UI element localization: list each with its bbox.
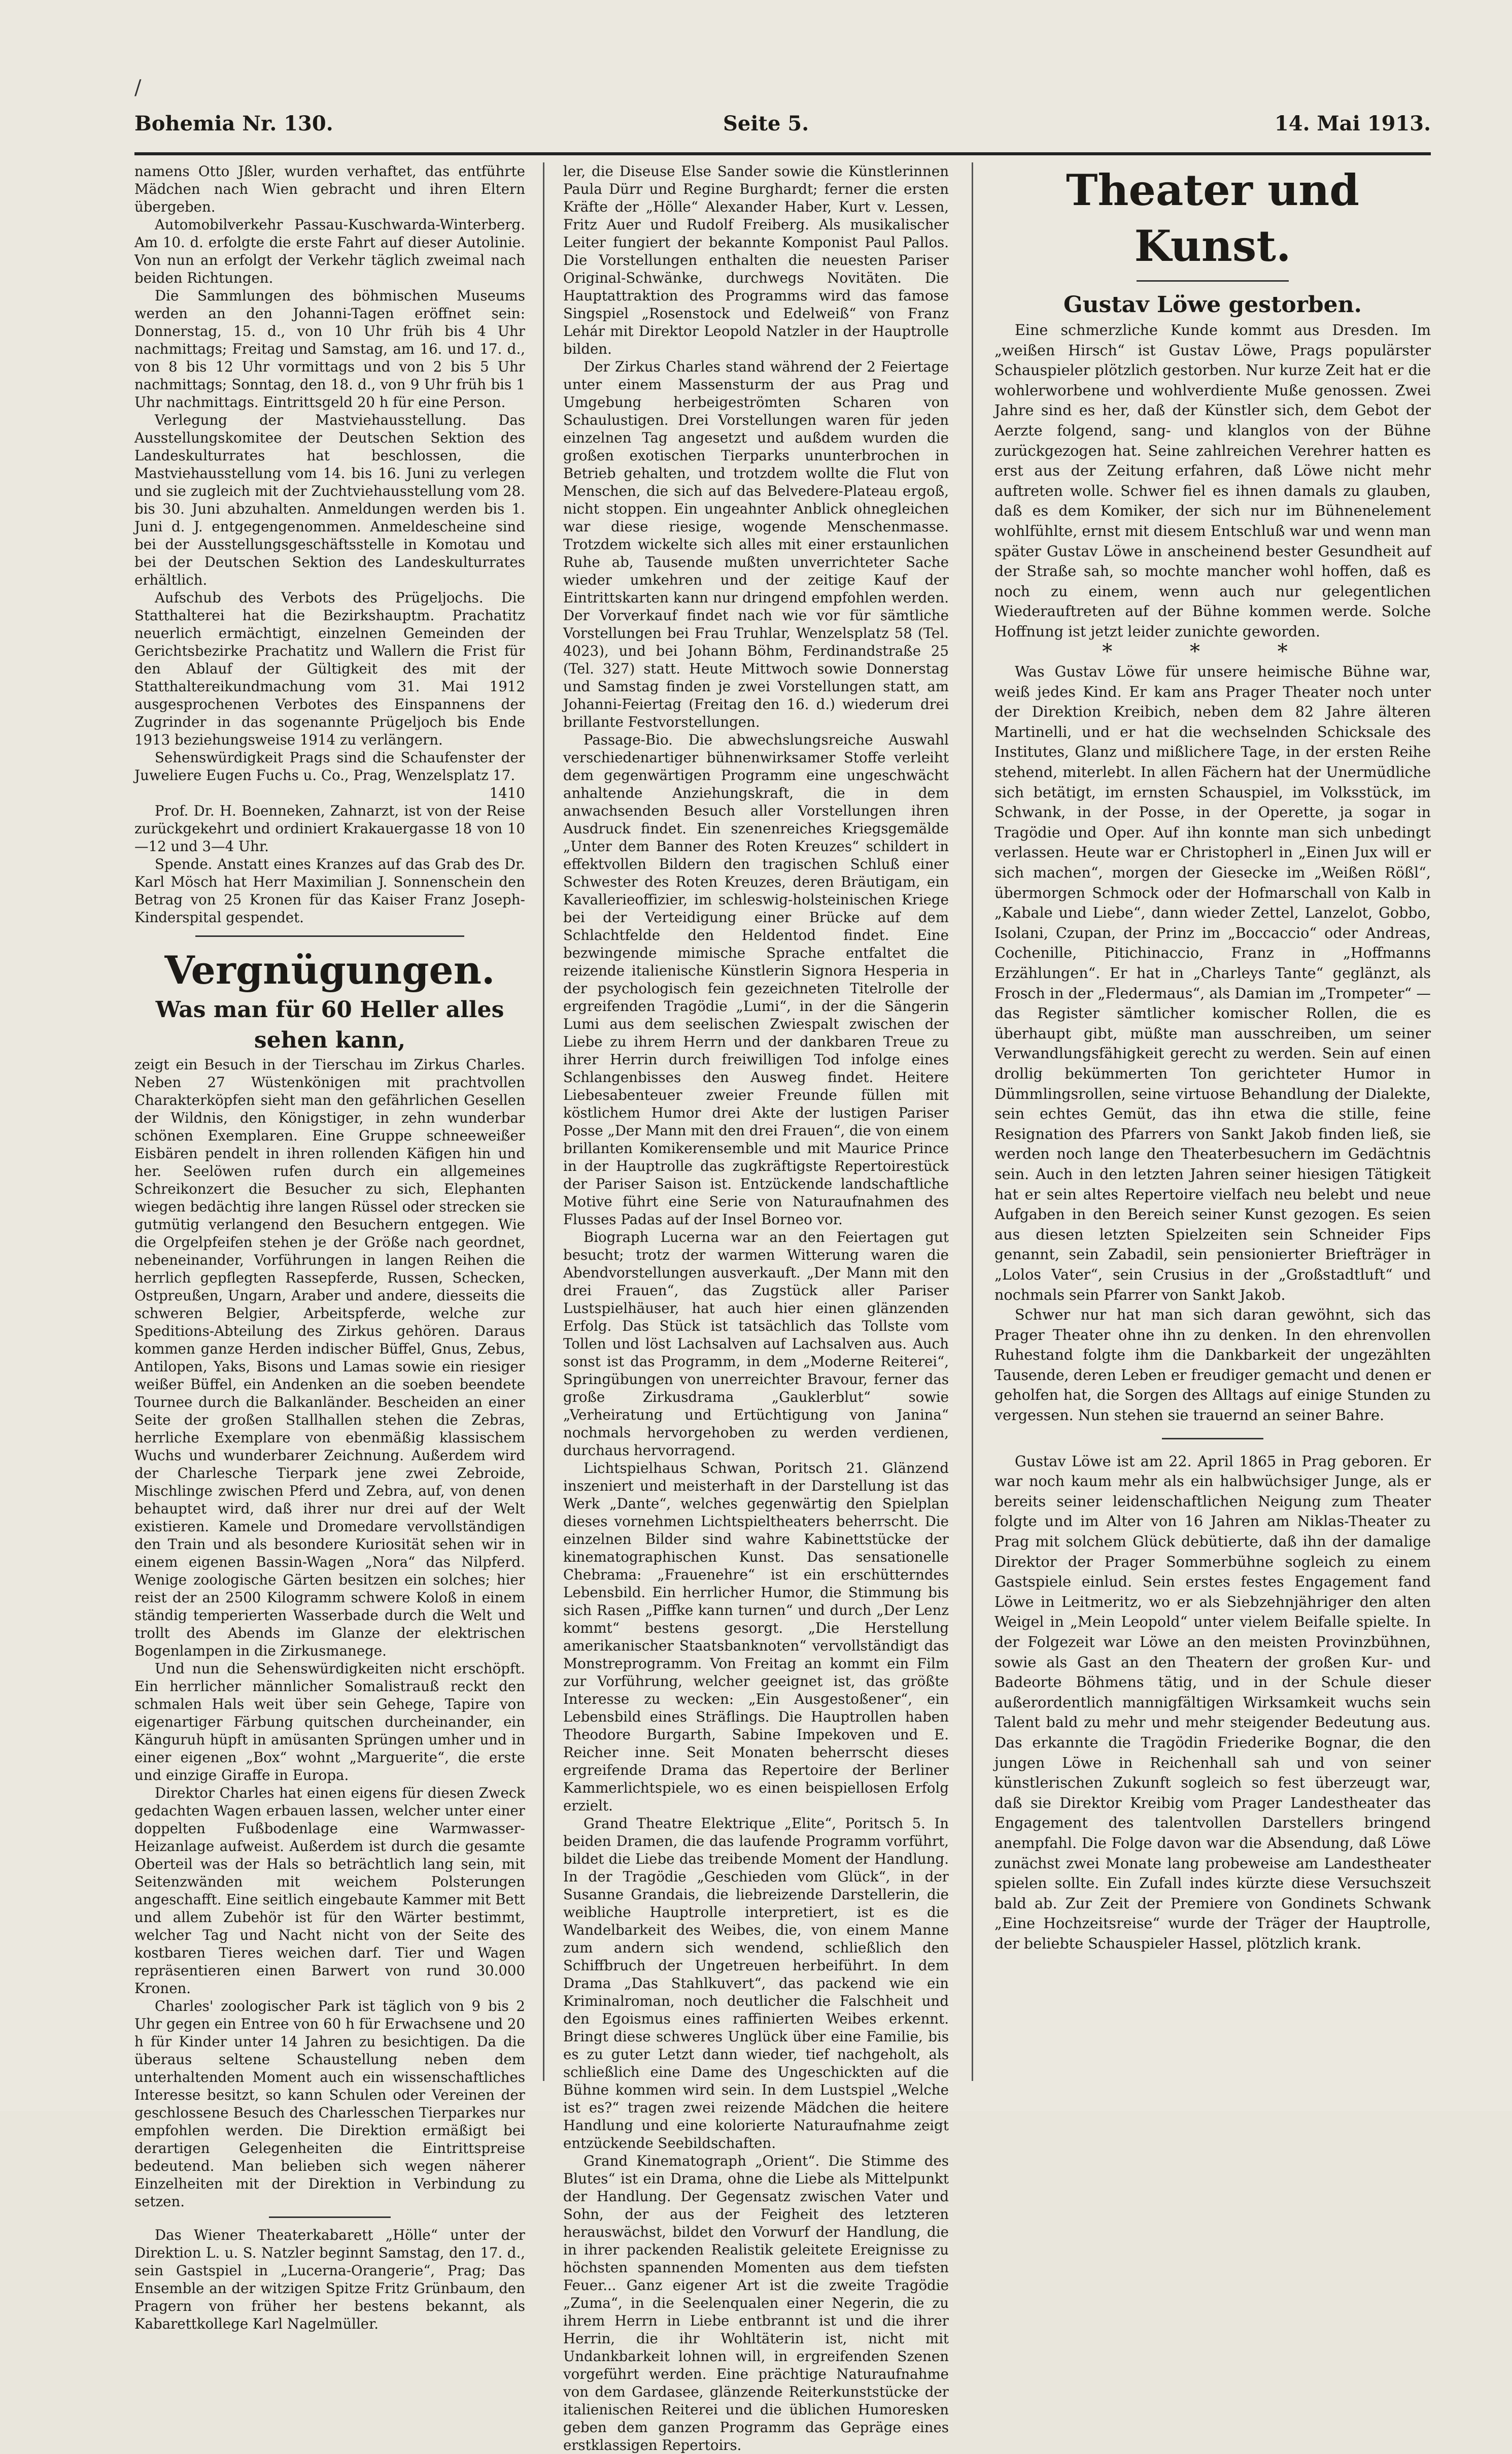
column-theater — [994, 162, 1431, 2081]
page-number: Seite 5. — [723, 112, 809, 136]
column-divider — [972, 162, 973, 2081]
pencil-mark: / — [134, 76, 142, 99]
article-paragraph: Passage-Bio. Die abwechslungsreiche Auswahl verschiedenartiger bühnenwirksamer Stoffe verleiht dem gegenwärtigen Programm eine ungeschwächt anhaltende Anziehungskraft, die in dem anwachsenden Besuch aller Vorstellungen ihren Ausdruck findet. Ein szenenreiches Kriegsgemälde „Unter dem Banner des Roten Kreuzes“ schildert in effektvollen Bildern den tragischen Schluß einer Schwester des Roten Kreuzes, deren Bräutigam, ein Kavallerieoffizier, im schleswig-holsteinischen Kriege bei der Verteidigung einer Brücke auf dem Schlachtfelde den Heldentod findet. Eine bezwingende mimische Sprache entfaltet die reizende italienische Künstlerin Signora Hesperia in der psychologisch fein gezeichneten Titelrolle der ergreifenden Tragödie „Lumi“, in der die Sängerin Lumi aus dem seelischen Zwiespalt zwischen der Liebe zu ihrem Herrn und der dankbaren Treue zu ihrer Herrin durch freiwilligen Tod infolge eines Schlangenbisses den Ausweg findet. Heitere Liebesabenteuer zweier Freunde füllen mit köstlichem Humor drei Akte der lustigen Pariser Posse „Der Mann mit den drei Frauen“, die von einem brillanten Komikerensemble und mit Maurice Prince in der Hauptrolle das zugkräftigste Repertoirestück der Pariser Saison ist. Entzückende landschaftliche Motive führt eine Serie von Naturaufnahmen des Flusses Padas auf der Insel Borneo vor. — [563, 731, 949, 1228]
issue-number: Bohemia Nr. 130. — [134, 112, 333, 136]
column-divider — [543, 162, 544, 2081]
section-title: Theater und Kunst. — [1066, 165, 1360, 271]
page-header — [134, 107, 1431, 147]
column-local-news — [134, 162, 525, 2332]
section-stars: * * * — [1102, 640, 1323, 663]
article-paragraph: Lichtspielhaus Schwan, Poritsch 21. Glänzend inszeniert und meisterhaft in der Darstellung ist das Werk „Dante“, welches gegenwärtig den Spielplan dieses vornehmen Lichtspieltheaters beherrscht. Die einzelnen Bilder sind wahre Kabinettstücke der kinematographischen Kunst. Das sensationelle Chebrama: „Frauenehre“ ist ein erschütterndes Lebensbild. Ein herrlicher Humor, die Stimmung bis sich Rasen „Piffke kann turnen“ und durch „Der Lenz kommt“ bestens gesorgt. „Die Herstellung amerikanischer Staatsbanknoten“ vervollständigt das Monstreprogramm. Von Freitag an kommt ein Film zur Vorführung, welcher geeignet ist, das größte Interesse zu wecken: „Ein Ausgestoßener“, ein Lebensbild eines Sträflings. Die Hauptrollen haben Theodore Burgarth, Sabine Impekoven und E. Reicher inne. Seit Monaten beherrscht dieses ergreifende Drama das Repertoire der Berliner Kammerlichtspiele, wo es einen beispiellosen Erfolg erzielt. — [563, 1460, 949, 1814]
section-title: Vergnügungen. — [164, 948, 495, 993]
article-paragraph: Spende. Anstatt eines Kranzes auf das Grab des Dr. Karl Mösch hat Herr Maximilian J. Sonnenschein den Betrag von 25 Kronen für das Kaiser Franz Joseph-Kinderspital gespendet. — [134, 856, 525, 926]
advert-number: 1410 — [489, 785, 525, 801]
title-divider — [1137, 280, 1289, 282]
article-paragraph: Die Sammlungen des böhmischen Museums werden an den Johanni-Tagen eröffnet sein: Donnerstag, 15. d., von 10 Uhr früh bis 4 Uhr nachmittags; Freitag und Samstag, am 16. und 17. d., von 8 bis 12 Uhr vormittags und von 2 bis 5 Uhr nachmittags; Sonntag, den 18. d., von 9 Uhr früh bis 1 Uhr nachmittags. Eintrittsgeld 20 h für eine Person. — [134, 287, 525, 411]
header-rule — [134, 152, 1431, 155]
article-paragraph: Charles' zoologischer Park ist täglich von 9 bis 2 Uhr gegen ein Entree von 60 h für Erwachsene und 20 h für Kinder unter 14 Jahren zu besichtigen. Da die überaus seltene Schaustellung neben dem unterhaltenden Moment auch ein wissenschaftliches Interesse besitzt, so kann Schulen oder Vereinen der geschlossene Besuch des Charlesschen Tierparkes nur empfohlen werden. Die Direktion ermäßigt bei derartigen Gelegenheiten die Eintrittspreise bedeutend. Man belieben sich wegen näherer Einzelheiten mit der Direktion in Verbindung zu setzen. — [134, 1998, 525, 2210]
article-divider — [269, 2216, 391, 2218]
article-paragraph: ler, die Diseuse Else Sander sowie die Künstlerinnen Paula Dürr und Regine Burghardt; ferner die ersten Kräfte der „Hölle“ Alexander Haber, Kurt v. Lessen, Fritz Auer und Rudolf Freiberg. Als musikalischer Leiter fungiert der bekannte Komponist Paul Pallos. Die Vorstellungen enthalten die neuesten Pariser Original-Schwänke, durchwegs Novitäten. Die Hauptattraktion des Programms wird das famose Singspiel „Rosenstock und Edelweiß“ von Franz Lehár mit Direktor Leopold Natzler in der Hauptrolle bilden. — [563, 163, 949, 357]
article-paragraph: Direktor Charles hat einen eigens für diesen Zweck gedachten Wagen erbauen lassen, welcher unter einer doppelten Fußbodenlage eine Warmwasser-Heizanlage aufweist. Außerdem ist durch die gesamte Oberteil was der Hals so beträchtlich lang sein, mit Seitenzwänden mit weichem Polsterungen angeschafft. Eine seitlich eingebaute Kammer mit Bett und allem Zubehör ist für den Wärter bestimmt, welcher Tag und Nacht nicht von der Seite des kostbaren Tieres weichen darf. Tier und Wagen repräsentieren einen Barwert von rund 30.000 Kronen. — [134, 1785, 525, 1997]
article-paragraph: Der Zirkus Charles stand während der 2 Feiertage unter einem Massensturm der aus Prag und Umgebung herbeigeströmten Scharen von Schaulustigen. Drei Vorstellungen waren für jeden einzelnen Tag angesetzt und außdem wurden die großen exotischen Tierparks ununterbrochen in Betrieb gehalten, und trotzdem wollte die Flut von Menschen, die sich auf das Belvedere-Plateau ergoß, nicht stoppen. Ein ungeahnter Anblick ohnegleichen war diese riesige, wogende Menschenmasse. Trotzdem wickelte sich alles mit einer erstaunlichen Ruhe ab, Tausende mußten unverrichteter Sache wieder umkehren und der zeitige Kauf der Eintrittskarten kann nur dringend empfohlen werden. Der Vorverkauf findet nach wie vor für sämtliche Vorstellungen bei Frau Truhlar, Wenzelsplatz 58 (Tel. 4023), und bei Johann Böhm, Ferdinandstraße 25 (Tel. 327) statt. Heute Mittwoch sowie Donnerstag und Samstag finden je zwei Vorstellungen statt, am Johanni-Feiertag (Freitag den 16. d.) wiederum drei brillante Festvorstellungen. — [563, 358, 949, 730]
article-paragraph: Automobilverkehr Passau-Kuschwarda-Winterberg. Am 10. d. erfolgte die erste Fahrt auf dieser Autolinie. Von nun an erfolgt der Verkehr täglich zweimal nach beiden Richtungen. — [134, 216, 525, 286]
article-paragraph: Und nun die Sehenswürdigkeiten nicht erschöpft. Ein herrlicher männlicher Somalistrauß reckt den schmalen Hals weit über sein Gehege, Tapire von eigenartiger Färbung quitschen durcheinander, ein Känguruh hüpft in amüsanten Sprüngen umher und in einer eigenen „Box“ wohnt „Marguerite“, die erste und einzige Giraffe in Europa. — [134, 1660, 525, 1784]
article-paragraph: Sehenswürdigkeit Prags sind die Schaufenster der Juweliere Eugen Fuchs u. Co., Prag, Wenzelsplatz 17. — [134, 749, 525, 784]
article-paragraph: Biograph Lucerna war an den Feiertagen gut besucht; trotz der warmen Witterung waren die Abendvorstellungen ausverkauft. „Der Mann mit den drei Frauen“, das Zugstück aller Pariser Lustspielhäuser, hat auch hier einen glänzenden Erfolg. Das Stück ist tatsächlich das Tollste vom Tollen und löst Lachsalven auf Lachsalven aus. Auch sonst ist das Programm, in dem „Moderne Reiterei“, Springübungen von unerreichter Bravour, ferner das große Zirkusdrama „Gauklerblut“ sowie „Verheiratung und Ertüchtigung von Janina“ nochmals hervorgehoben zu werden verdienen, durchaus hervorragend. — [563, 1229, 949, 1459]
article-paragraph: Das Wiener Theaterkabarett „Hölle“ unter der Direktion L. u. S. Natzler beginnt Samstag, den 17. d., sein Gastspiel in „Lucerna-Orangerie“, Prag; Das Ensemble an der witzigen Spitze Fritz Grünbaum, den Pragern von früher her bestens bekannt, als Kabarettkollege Karl Nagelmüller. — [134, 2227, 525, 2332]
article-paragraph: Was Gustav Löwe für unsere heimische Bühne war, weiß jedes Kind. Er kam ans Prager Theater noch unter der Direktion Kreibich, neben dem 82 Jahre älteren Martinelli, und er hat die wechselnden Schicksale des Institutes, Glanz und mißlichere Tage, in der ersten Reihe stehend, miterlebt. In allen Fächern hat der Unermüdliche sich betätigt, im ernsten Schauspiel, im Volksstück, im Schwank, in der Posse, in der Operette, ja sogar in Tragödie und Oper. Auf ihn konnte man sich unbedingt verlassen. Heute war er Christopherl in „Einen Jux will er sich machen“, morgen der Giesecke im „Weißen Rößl“, übermorgen Schmock oder der Hofmarschall von Kalb in „Kabale und Liebe“, dann wieder Zettel, Lanzelot, Gobbo, Isolani, Czupan, der Prinz im „Boccaccio“ oder Andreas, Cochenille, Pitichinaccio, Franz in „Hoffmanns Erzählungen“. Er hat in „Charleys Tante“ geglänzt, als Frosch in der „Fledermaus“, als Damian im „Trompeter“ — das Register sämtlicher komischer Rollen, die es überhaupt gibt, müßte man ausschreiben, um seiner Verwandlungsfähigkeit gerecht zu werden. Sein auf einen drollig bekümmerten Ton gerichteter Humor in Dümmlingsrollen, seine virtuose Behandlung der Dialekte, sein echtes Gemüt, das ihn etwa die stille, feine Resignation des Pfarrers von Sankt Jakob finden ließ, sie werden noch lange den Theaterbesuchern im Gedächtnis sein. Auch in den letzten Jahren seiner hiesigen Tätigkeit hat er sein altes Repertoire vielfach neu belebt und neue Aufgaben in den Bereich seiner Kunst gezogen. Es seien aus diesen letzten Spielzeiten sein Schneider Fips genannt, sein Zabadil, sein pensionierter Briefträger in „Lolos Vater“, sein Crusius in der „Großstadtluft“ und nochmals sein Pfarrer von Sankt Jakob. — [994, 663, 1431, 1303]
article-paragraph: Schwer nur hat man sich daran gewöhnt, sich das Prager Theater ohne ihn zu denken. In den ehrenvollen Ruhestand folgte ihm die Dankbarkeit der ungezählten Tausende, deren Leben er freudiger gemacht und denen er geholfen hat, die Sorgen des Alltags auf einige Stunden zu vergessen. Nun stehen sie trauernd an seiner Bahre. — [994, 1306, 1431, 1424]
article-headline: Was man für 60 Heller alles sehen kann, — [155, 997, 504, 1053]
article-paragraph: namens Otto Jßler, wurden verhaftet, das entführte Mädchen nach Wien gebracht und ihren Eltern übergeben. — [134, 163, 525, 215]
article-paragraph: Verlegung der Mastviehausstellung. Das Ausstellungskomitee der Deutschen Sektion des Landeskulturrates hat beschlossen, die Mastviehausstellung vom 14. bis 16. Juni zu verlegen und sie zugleich mit der Zuchtviehausstellung vom 28. bis 30. Juni abzuhalten. Anmeldungen werden bis 1. Juni d. J. entgegengenommen. Anmeldescheine sind bei der Ausstellungsgeschäftsstelle in Komotau und bei der Deutschen Sektion des Landeskulturrates erhältlich. — [134, 412, 525, 588]
article-paragraph: Eine schmerzliche Kunde kommt aus Dresden. Im „weißen Hirsch“ ist Gustav Löwe, Prags populärster Schauspieler plötzlich gestorben. Nur kurze Zeit hat er die wohlerworbene und wohlverdiente Muße genossen. Zwei Jahre sind es her, daß der Künstler sich, dem Gebot der Aerzte folgend, sang- und klanglos von der Bühne zurückgezogen hat. Seine zahlreichen Verehrer hatten es erst aus der Zeitung erfahren, daß Löwe nicht mehr auftreten wolle. Schwer fiel es ihnen damals zu glauben, daß es dem Komiker, der sich nur im Bühnenelement wohlfühlte, ernst mit diesem Entschluß war und wenn man später Gustav Löwe in anscheinend bester Gesundheit auf der Straße sah, so mochte mancher wohl hoffen, daß es noch zu einem, wenn auch nur gelegentlichen Wiederauftreten auf der Bühne kommen werde. Solche Hoffnung ist jetzt leider zunichte geworden. — [994, 321, 1431, 640]
article-paragraph: zeigt ein Besuch in der Tierschau im Zirkus Charles. Neben 27 Wüstenkönigen mit prachtvollen Charakterköpfen sieht man den gefährlichen Gesellen der Wildnis, den Königstiger, in zehn wunderbar schönen Exemplaren. Eine Gruppe schneeweißer Eisbären pendelt in ihren rollenden Käfigen hin und her. Seelöwen rufen durch ein allgemeines Schreikonzert die Besucher zu sich, Elephanten wiegen bedächtig ihre langen Rüssel oder strecken sie gutmütig verlangend den Besuchern entgegen. Wie die Orgelpfeifen stehen je der Größe nach geordnet, nebeneinander, Vorführungen in langen Reihen die herrlich gepflegten Rassepferde, Russen, Schecken, Ostpreußen, Ungarn, Araber und andere, diesseits die schweren Belgier, Arbeitspferde, welche zur Speditions-Abteilung des Zirkus gehören. Daraus kommen ganze Herden indischer Büffel, Gnus, Zebus, Antilopen, Yaks, Bisons und Lamas sowie ein riesiger weißer Büffel, ein Andenken an die soeben beendete Tournee durch die Balkanländer. Bescheiden an einer Seite der großen Stallhallen stehen die Zebras, herrliche Exemplare von ebenmäßig klassischem Wuchs und wunderbarer Zeichnung. Außerdem wird der Charlesche Tierpark jene zwei Zebroide, Mischlinge zwischen Pferd und Zebra, auf, von denen behauptet wird, daß ihrer nur drei auf der Welt existieren. Kamele und Dromedare vervollständigen den Train und als besondere Kuriosität sehen wir in einem eigenen Bassin-Wagen „Nora“ das Nilpferd. Wenige zoologische Gärten besitzen ein solches; hier reist der an 2500 Kilogramm schwere Koloß in einem ständig temperierten Wasserbade durch die Welt und trollt des Abends im Glanze der elektrischen Bogenlampen in die Zirkusmanege. — [134, 1056, 525, 1659]
issue-date: 14. Mai 1913. — [1274, 112, 1431, 136]
article-paragraph: Aufschub des Verbots des Prügeljochs. Die Statthalterei hat die Bezirkshauptm. Prachatitz neuerlich ermächtigt, einzelnen Gemeinden der Gerichtsbezirke Prachatitz und Wallern die Frist für den Ablauf der Gültigkeit des mit der Statthaltereikundmachung vom 31. Mai 1912 ausgesprochenen Verbotes des Einspannens der Zugrinder in das sogenannte Prügeljoch bis Ende 1913 beziehungsweise 1914 zu verlängern. — [134, 589, 525, 748]
article-paragraph: Gustav Löwe ist am 22. April 1865 in Prag geboren. Er war noch kaum mehr als ein halbwüchsiger Junge, als er bereits seiner leidenschaftlichen Neigung zum Theater folgte und im Alter von 16 Jahren am Niklas-Theater zu Prag mit solchem Glück debütierte, daß ihn der damalige Direktor der Prager Sommerbühne sogleich zu einem Gastspiele einlud. Sein erstes festes Engagement fand Löwe in Leitmeritz, wo er als Siebzehnjähriger den alten Weigel in „Mein Leopold“ unter vielem Beifalle spielte. In der Folgezeit war Löwe an den meisten Provinzbühnen, sowie als Gast an den Theatern der großen Kur- und Badeorte Böhmens tätig, und in der Schule dieser außerordentlich mannigfältigen Wirksamkeit wuchs sein Talent bald zu mehr und mehr steigender Bedeutung aus. Das erkannte die Tragödin Friederike Bognar, die den jungen Löwe in Reichenhall sah und von seiner künstlerischen Zukunft sogleich so fest überzeugt war, daß sie Direktor Kreibig vom Prager Landestheater das Engagement des talentvollen Darstellers bringend anempfahl. Die Folge davon war die Absendung, daß Löwe zunächst zwei Monate lang probeweise am Landestheater spielen sollte. Ein Zufall indes kürzte diese Versuchszeit bald ab. Zur Zeit der Premiere von Gondinets Schwank „Eine Hochzeitsreise“ wurde der Träger der Hauptrolle, der beliebte Schauspieler Hassel, plötzlich krank. — [994, 1452, 1431, 1952]
article-paragraph: Grand Theatre Elektrique „Elite“, Poritsch 5. In beiden Dramen, die das laufende Programm vorführt, bildet die Liebe das treibende Moment der Handlung. In der Tragödie „Geschieden vom Glück“, in der Susanne Grandais, die liebreizende Darstellerin, die weibliche Hauptrolle interpretiert, ist es die Wandelbarkeit des Weibes, die, von einem Manne zum andern sich wendend, schließlich den Schiffbruch der Ungetreuen herbeiführt. In dem Drama „Das Stahlkuvert“, das packend wie ein Kriminalroman, noch deutlicher die Falschheit und den Egoismus eines raffinierten Weibes erkennt. Bringt diese schweres Unglück über eine Familie, bis es zu guter Letzt dann wieder, tief nachgeholt, als schließlich eine Dame des Ungeschickten auf die Bühne kommen wird sein. In dem Lustspiel „Welche ist es?“ tragen zwei reizende Mädchen die heitere Handlung und eine kolorierte Naturaufnahme zeigt entzückende Seebildschaften. — [563, 1815, 949, 2152]
article-headline: Gustav Löwe gestorben. — [1063, 292, 1362, 318]
column-entertainment — [563, 162, 949, 2453]
section-divider — [195, 935, 464, 937]
article-paragraph: Grand Kinematograph „Orient“. Die Stimme des Blutes“ ist ein Drama, ohne die Liebe als Mittelpunkt der Handlung. Der Gegensatz zwischen Vater und Sohn, der aus der Feigheit des letzteren herauswächst, bildet den Vorwurf der Handlung, die in ihrer packenden Realistik geleitete Ereignisse zu höchsten spannenden Momenten aus dem tiefsten Feuer... Ganz eigener Art ist die zweite Tragödie „Zuma“, in die Seelenqualen einer Negerin, die zu ihrem Herrn in Liebe entbrannt ist und die ihrer Herrin, die ihr Wohltäterin ist, nicht mit Undankbarkeit lohnen will, in ergreifenden Szenen vorgeführt werden. Eine prächtige Naturaufnahme von dem Gardasee, glänzende Reiterkunststücke der italienischen Reiterei und die üblichen Humoresken geben dem ganzen Programm das Gepräge eines erstklassigen Repertoirs. — [563, 2153, 949, 2453]
article-paragraph: Prof. Dr. H. Boenneken, Zahnarzt, ist von der Reise zurückgekehrt und ordiniert Krakauergasse 18 von 10—12 und 3—4 Uhr. — [134, 802, 525, 855]
article-divider — [1162, 1438, 1263, 1439]
